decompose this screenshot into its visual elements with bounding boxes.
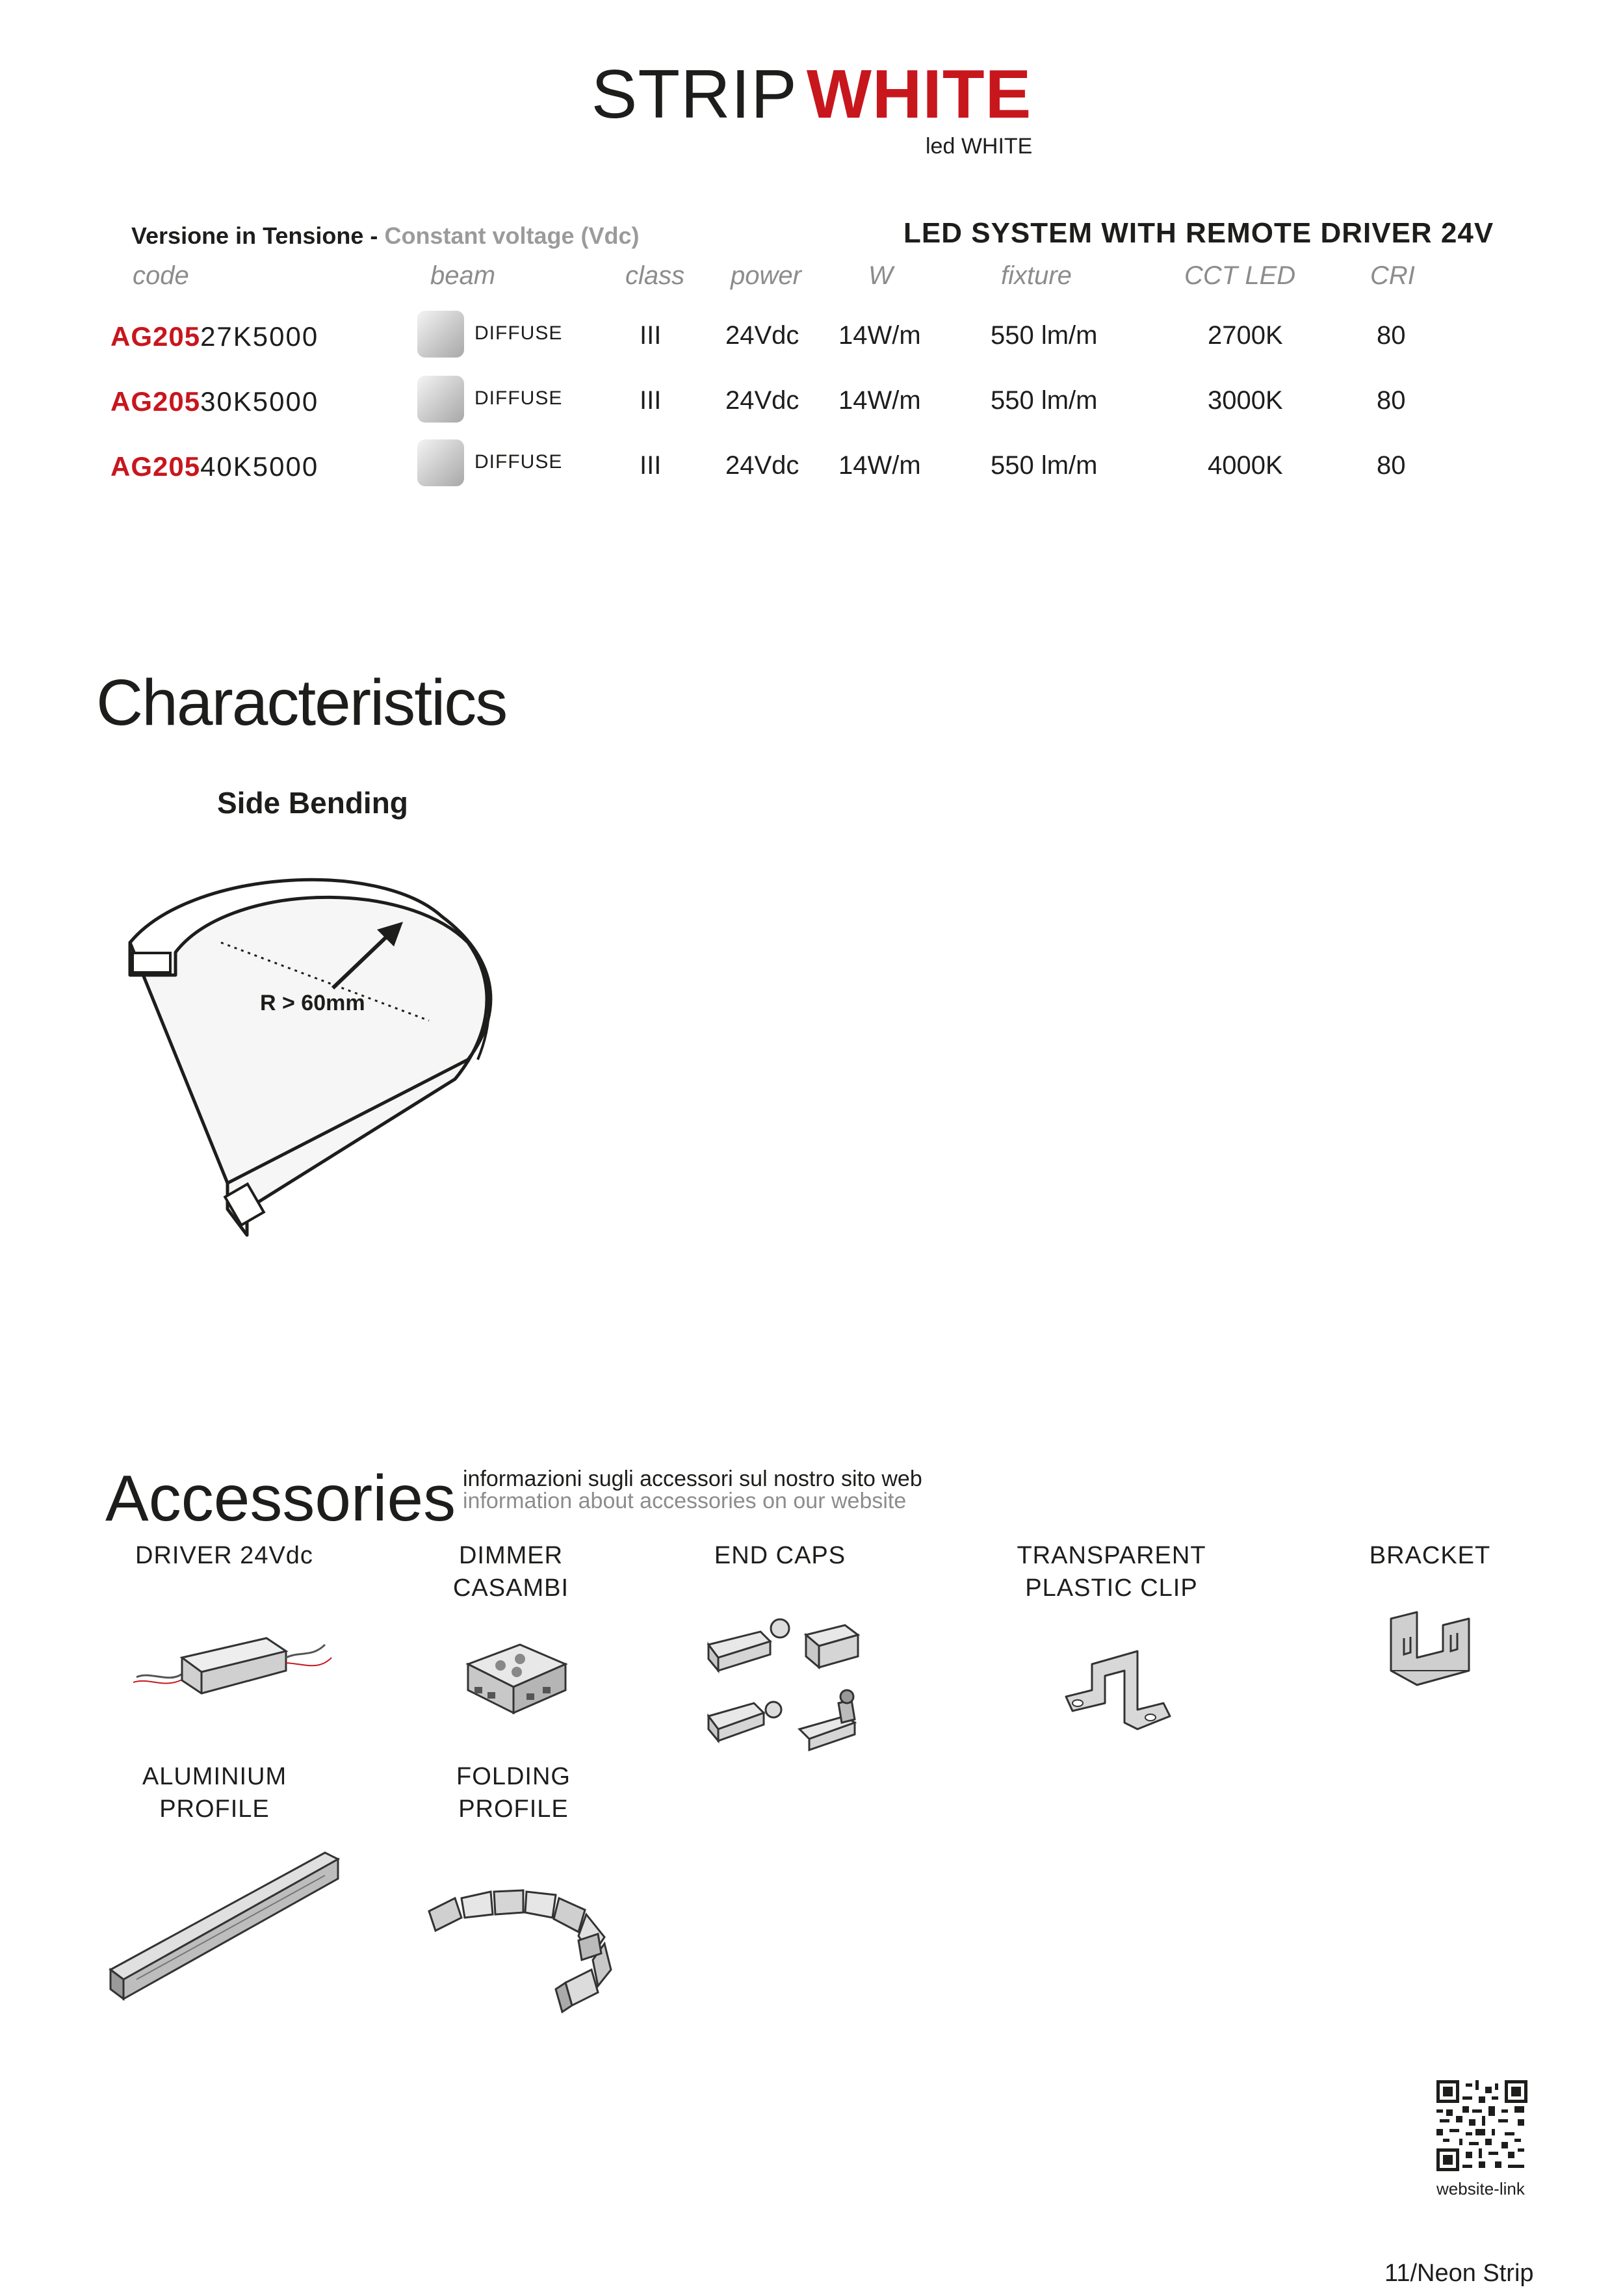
w-value: 14W/m	[838, 451, 921, 480]
table-row-code	[110, 386, 318, 417]
title-light: STRIP	[591, 56, 798, 133]
version-label-light: Constant voltage (Vdc)	[384, 222, 640, 249]
version-label	[131, 222, 639, 250]
accessory-label-bracket	[1352, 1539, 1508, 1572]
side-bending-diagram	[104, 845, 533, 1248]
col-header-cct: CCT LED	[1184, 261, 1296, 290]
radius-label: R > 60mm	[260, 991, 365, 1015]
dimmer-casambi-image	[455, 1632, 572, 1723]
accessory-line1: FOLDING	[456, 1763, 571, 1790]
accessory-line1: TRANSPARENT	[1017, 1542, 1206, 1569]
table-row-code	[110, 451, 318, 482]
accessory-line1: ALUMINIUM	[142, 1763, 287, 1790]
cct-value: 4000K	[1208, 451, 1283, 480]
col-header-w: W	[868, 261, 893, 290]
w-value: 14W/m	[838, 386, 921, 415]
power-value: 24Vdc	[725, 321, 799, 350]
accessory-line1: DRIVER 24Vdc	[135, 1542, 313, 1569]
fixture-value: 550 lm/m	[991, 386, 1098, 415]
cct-value: 2700K	[1208, 321, 1283, 350]
beam-diffuse-icon	[417, 439, 464, 486]
code-suffix: 27K5000	[200, 321, 319, 352]
beam-diffuse-icon	[417, 376, 464, 423]
accessories-info-it: informazioni sugli accessori sul nostro sito web	[463, 1467, 922, 1491]
accessory-line1: BRACKET	[1369, 1542, 1491, 1569]
fixture-value: 550 lm/m	[991, 451, 1098, 480]
cri-value: 80	[1377, 321, 1406, 350]
class-value: III	[640, 451, 662, 480]
w-value: 14W/m	[838, 321, 921, 350]
code-prefix: AG205	[110, 386, 201, 417]
power-value: 24Vdc	[725, 451, 799, 480]
accessory-label-clip	[1001, 1539, 1222, 1604]
beam-label: DIFFUSE	[474, 322, 563, 344]
code-prefix: AG205	[110, 321, 201, 352]
accessory-line2: PROFILE	[159, 1795, 270, 1823]
accessory-label-driver	[123, 1539, 325, 1572]
accessories-heading: Accessories	[105, 1462, 456, 1535]
page-number: 11/Neon Strip	[1384, 2260, 1534, 2287]
beam-diffuse-icon	[417, 311, 464, 358]
beam-label: DIFFUSE	[474, 387, 563, 409]
accessory-line2: CASAMBI	[452, 1574, 569, 1602]
version-label-main: Versione in Tensione -	[131, 222, 378, 249]
accessory-label-aluminium	[117, 1760, 312, 1825]
cct-value: 3000K	[1208, 386, 1283, 415]
col-header-power: power	[731, 261, 801, 290]
col-header-fixture: fixture	[1001, 261, 1072, 290]
characteristics-heading: Characteristics	[96, 666, 507, 739]
accessory-line1: DIMMER	[458, 1542, 564, 1569]
accessory-line2: PLASTIC CLIP	[1025, 1574, 1198, 1602]
driver-image	[123, 1612, 338, 1716]
accessory-label-endcaps	[689, 1539, 871, 1572]
col-header-cri: CRI	[1370, 261, 1415, 290]
system-title: LED SYSTEM WITH REMOTE DRIVER 24V	[903, 217, 1494, 249]
accessories-info-en: information about accessories on our website	[463, 1489, 907, 1513]
aluminium-profile-image	[104, 1840, 351, 2009]
code-prefix: AG205	[110, 451, 201, 482]
beam-label: DIFFUSE	[474, 451, 563, 473]
bracket-image	[1378, 1606, 1482, 1697]
code-suffix: 40K5000	[200, 451, 319, 482]
title-bold: WHITE	[806, 56, 1032, 133]
table-row-code	[110, 321, 318, 352]
accessory-line2: PROFILE	[458, 1795, 569, 1823]
fixture-value: 550 lm/m	[991, 321, 1098, 350]
col-header-beam: beam	[430, 261, 496, 290]
page-subtitle: led WHITE	[926, 134, 1033, 159]
class-value: III	[640, 321, 662, 350]
plastic-clip-image	[1053, 1638, 1183, 1742]
col-header-code: code	[133, 261, 189, 290]
col-header-class: class	[625, 261, 685, 290]
code-suffix: 30K5000	[200, 386, 319, 417]
accessory-line1: END CAPS	[714, 1542, 846, 1569]
end-caps-image	[689, 1606, 884, 1762]
accessory-label-folding	[429, 1760, 598, 1825]
cri-value: 80	[1377, 451, 1406, 480]
qr-code-icon[interactable]	[1436, 2080, 1527, 2171]
accessory-label-dimmer	[420, 1539, 602, 1604]
side-bending-title: Side Bending	[217, 786, 408, 820]
class-value: III	[640, 386, 662, 415]
folding-profile-image	[416, 1872, 624, 2028]
page-title	[0, 56, 1623, 133]
qr-label: website-link	[1436, 2179, 1525, 2198]
power-value: 24Vdc	[725, 386, 799, 415]
cri-value: 80	[1377, 386, 1406, 415]
